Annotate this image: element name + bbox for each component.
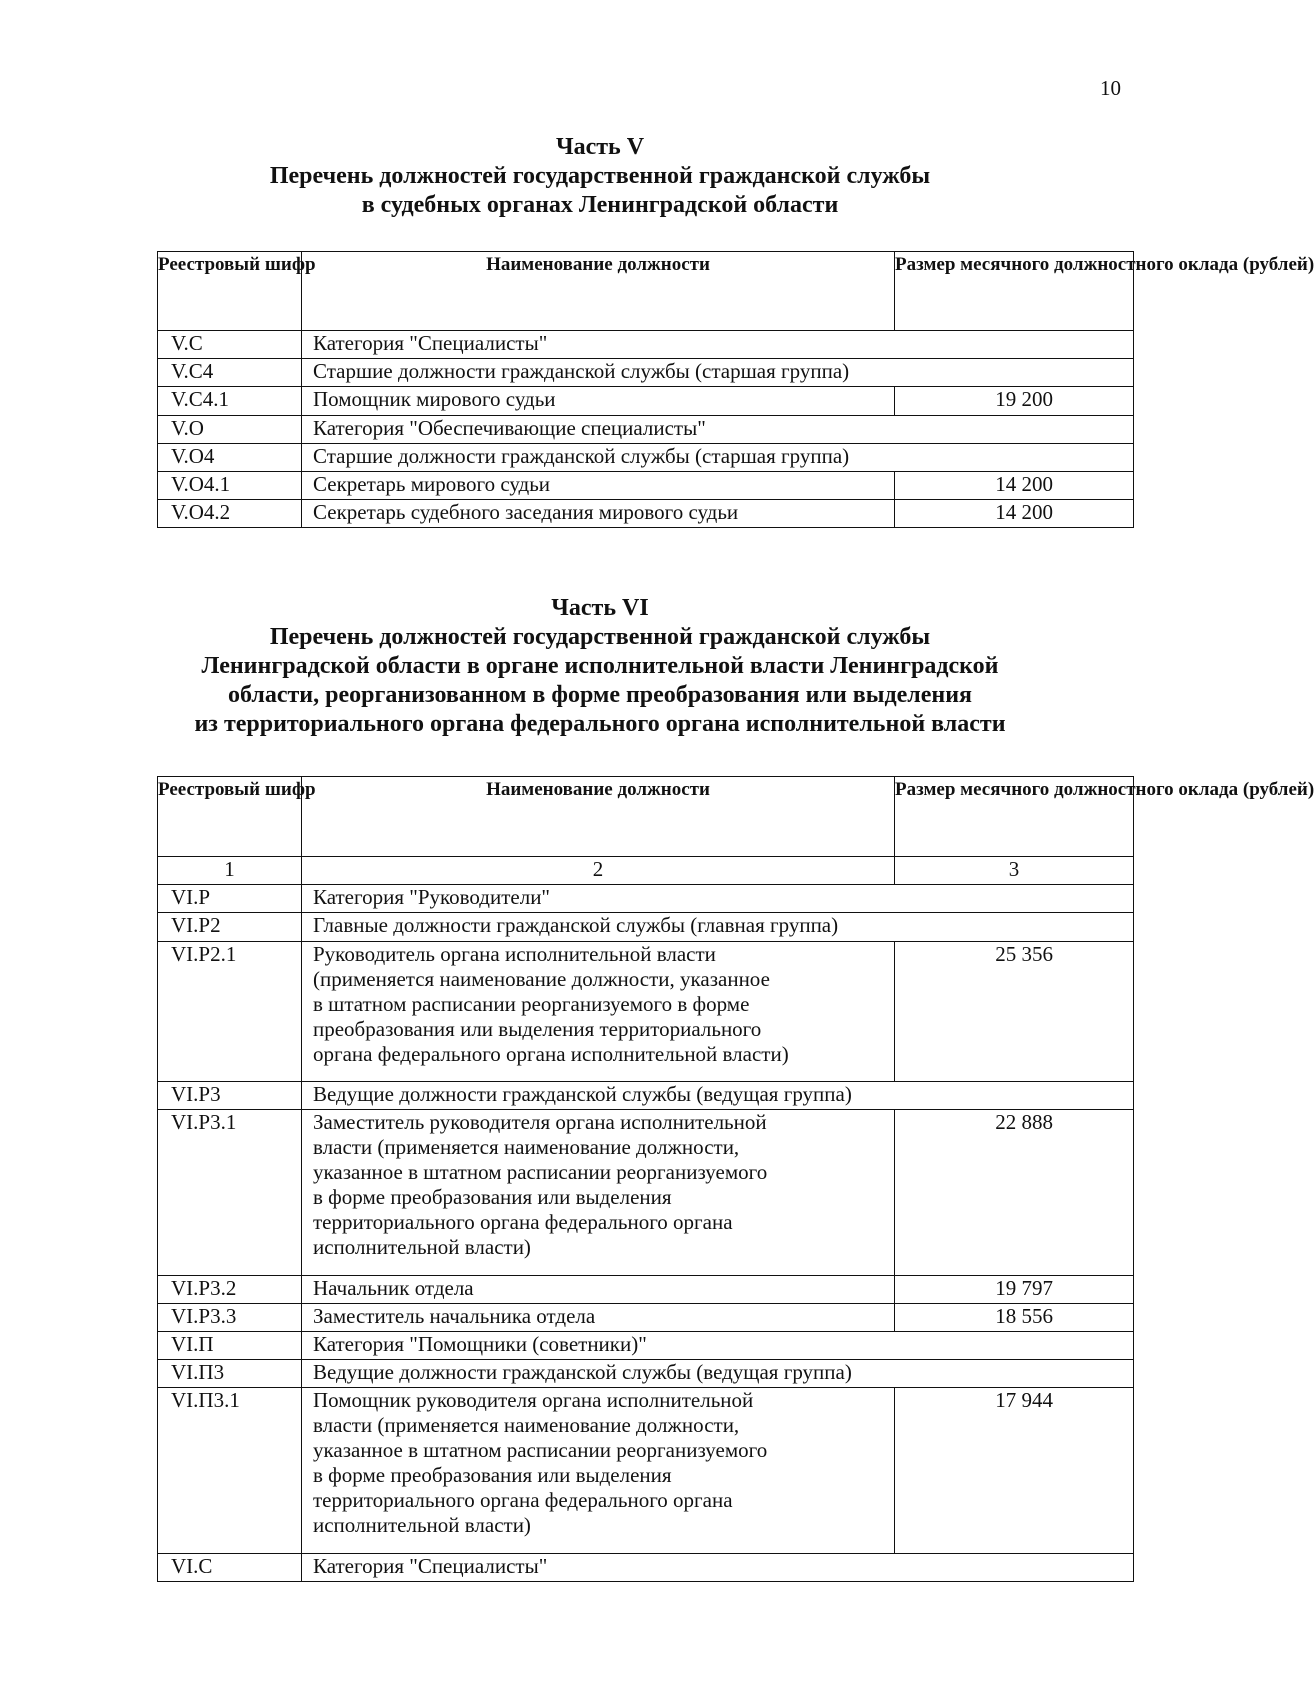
table-row [158,1360,1134,1388]
column-header-salary: Размер месячного должностного оклада (рублей) [895,777,1134,857]
column-number-row [158,857,1134,885]
row-code: V.O4.2 [158,500,302,528]
table-row [158,1110,1134,1276]
row-code: VI.P3.2 [158,1276,302,1304]
table-row [158,885,1134,913]
part6-subtitle-line: Ленинградской области в органе исполнительной власти Ленинградской [201,653,999,679]
row-code: VI.C [158,1554,302,1582]
row-name: Ведущие должности гражданской службы (ведущая группа) [302,1082,1134,1110]
part6-heading [140,594,1060,739]
row-code: V.C [158,331,302,359]
part6-title: Часть VI [551,595,649,621]
part5-table [157,251,1314,528]
row-code: V.C4 [158,359,302,387]
table-row [158,500,1134,528]
column-number: 2 [302,857,895,885]
part6-table [157,776,1314,1582]
row-name: Категория "Руководители" [302,885,1134,913]
row-code: V.O4.1 [158,472,302,500]
column-number: 1 [158,857,302,885]
row-salary: 22 888 [895,1110,1134,1276]
table-row [158,1554,1134,1582]
table-row [158,1304,1134,1332]
row-code: VI.P2.1 [158,942,302,1082]
part6-subtitle-line: из территориального органа федерального органа исполнительной власти [194,711,1006,737]
column-header-name: Наименование должности [302,777,895,857]
column-number: 3 [895,857,1134,885]
row-code: VI.P2 [158,913,302,942]
row-salary: 18 556 [895,1304,1134,1332]
part5-subtitle-line: в судебных органах Ленинградской области [361,192,839,218]
table-row [158,387,1134,416]
row-salary: 19 797 [895,1276,1134,1304]
column-header-salary: Размер месячного должностного оклада (рублей) [895,252,1134,331]
row-name: Старшие должности гражданской службы (старшая группа) [302,359,1134,387]
row-code: V.O4 [158,444,302,472]
row-name: Начальник отдела [302,1276,895,1304]
row-code: VI.П3 [158,1360,302,1388]
row-name: Помощник руководителя органа исполнительной власти (применяется наименование должности, указанное в штатном расписании реорганизуемого в форме преобразования или выделения территориального органа федерального органа исполнительной власти) [302,1388,895,1554]
row-name: Руководитель органа исполнительной власти (применяется наименование должности, указанное в штатном расписании реорганизуемого в форме преобразования или выделения территориального органа федерального органа исполнительной власти) [302,942,895,1082]
table-row [158,416,1134,444]
table-row [158,331,1134,359]
table-row [158,444,1134,472]
row-name: Главные должности гражданской службы (главная группа) [302,913,1134,942]
table-header-row [158,252,1134,331]
row-name: Старшие должности гражданской службы (старшая группа) [302,444,1134,472]
column-header-name: Наименование должности [302,252,895,331]
row-name: Ведущие должности гражданской службы (ведущая группа) [302,1360,1134,1388]
part6-subtitle-line: Перечень должностей государственной гражданской службы [269,624,931,650]
table-row [158,1332,1134,1360]
table-row [158,913,1134,942]
column-header-code: Реестровый шифр [158,777,302,857]
row-name: Категория "Помощники (советники)" [302,1332,1134,1360]
table-row [158,1082,1134,1110]
row-name: Категория "Специалисты" [302,1554,1134,1582]
row-name: Заместитель начальника отдела [302,1304,895,1332]
row-code: VI.P3 [158,1082,302,1110]
row-name: Категория "Специалисты" [302,331,1134,359]
part5-title: Часть V [555,134,645,160]
table-row [158,1388,1134,1554]
row-code: VI.P3.3 [158,1304,302,1332]
row-salary: 14 200 [895,500,1134,528]
row-salary: 19 200 [895,387,1134,416]
row-code: VI.П [158,1332,302,1360]
row-name: Заместитель руководителя органа исполнительной власти (применяется наименование должности, указанное в штатном расписании реорганизуемого в форме преобразования или выделения территориального органа федерального органа исполнительной власти) [302,1110,895,1276]
table-row [158,942,1134,1082]
row-code: V.O [158,416,302,444]
table-row [158,472,1134,500]
table-row [158,1276,1134,1304]
page-number: 10 [1100,76,1121,100]
row-name: Секретарь судебного заседания мирового судьи [302,500,895,528]
table-row [158,359,1134,387]
row-code: V.C4.1 [158,387,302,416]
row-code: VI.P3.1 [158,1110,302,1276]
row-name: Категория "Обеспечивающие специалисты" [302,416,1134,444]
part6-subtitle-line: области, реорганизованном в форме преобразования или выделения [227,682,973,708]
part5-subtitle-line: Перечень должностей государственной гражданской службы [269,163,931,189]
row-salary: 14 200 [895,472,1134,500]
row-salary: 25 356 [895,942,1134,1082]
row-code: VI.П3.1 [158,1388,302,1554]
row-salary: 17 944 [895,1388,1134,1554]
part5-heading [140,133,1060,220]
column-header-code: Реестровый шифр [158,252,302,331]
table-header-row [158,777,1134,857]
row-name: Секретарь мирового судьи [302,472,895,500]
row-name: Помощник мирового судьи [302,387,895,416]
row-code: VI.P [158,885,302,913]
